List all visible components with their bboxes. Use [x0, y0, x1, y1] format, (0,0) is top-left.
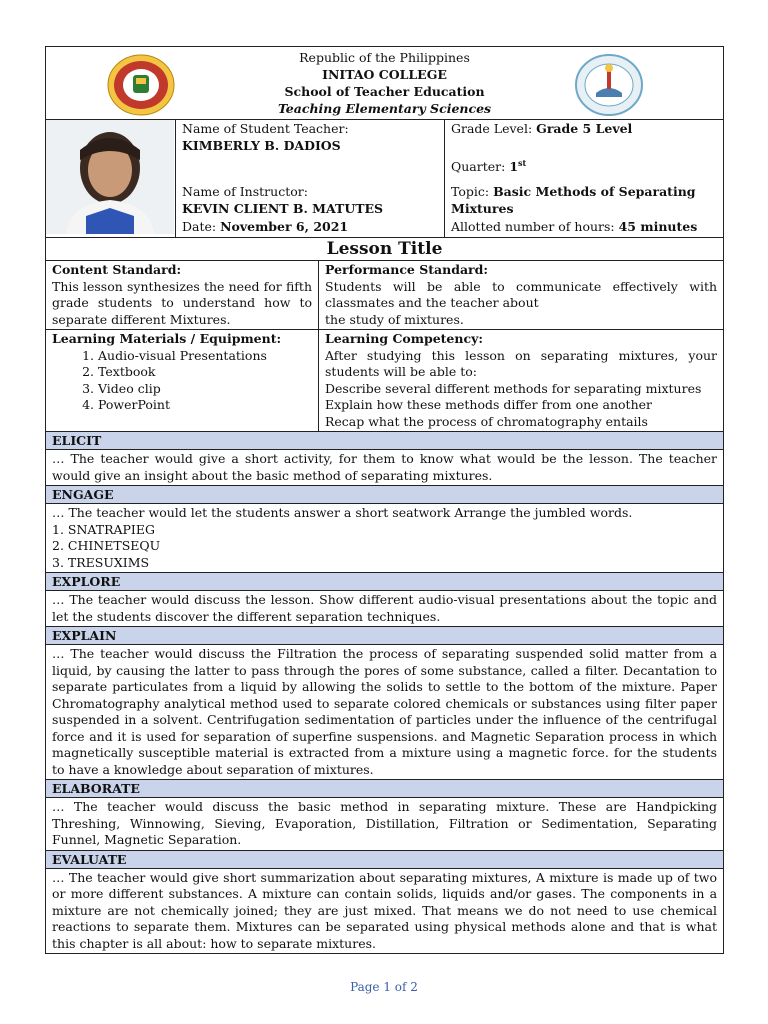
student-name: KIMBERLY B. DADIOS [182, 137, 341, 153]
student-label: Name of Student Teacher: [182, 121, 349, 136]
hours-value: 45 minutes [618, 219, 698, 235]
explore-heading: EXPLORE [46, 573, 724, 591]
engage-heading: ENGAGE [46, 486, 724, 504]
header-cell [46, 47, 724, 120]
elaborate-heading: ELABORATE [46, 780, 724, 798]
topic-cell [445, 176, 724, 218]
content-standard-label: Content Standard: [52, 262, 182, 278]
competency-line: Describe several different methods for separating mixtures [325, 380, 702, 396]
topic-label: Topic: [451, 184, 494, 200]
evaluate-text: … The teacher would give short summarization about separating mixtures, A mixture is made up of two or more different substances. A mixture can contain solids, liquids and/or gases. The components in a mixture are not chemically joined; they are just mixed. That means we do not need to use chemical reactions to separate them. Mixtures can be separated using physical methods alone and that is what this chapter is all about: how to separate mixtures. [46, 868, 724, 954]
elicit-text: … The teacher would give a short activity, for them to know what would be the lesson. The teacher would give an insight about the basic method of separating mixtures. [46, 450, 724, 486]
jumbled-word: 1. SNATRAPIEG [52, 521, 155, 537]
performance-standard-label: Performance Standard: [325, 262, 489, 278]
student-teacher-cell [176, 120, 445, 177]
college-name: INITAO COLLEGE [322, 67, 447, 82]
content-standard-text: This lesson synthesizes the need for fifth grade students to understand how to separate different Mixtures. [52, 278, 312, 327]
hours-label: Allotted number of hours: [451, 219, 619, 235]
materials-list [52, 348, 312, 414]
quarter-sup: st [518, 157, 527, 168]
teacher-photo [46, 120, 174, 234]
competency-line: Explain how these methods differ from one another [325, 397, 652, 413]
performance-standard-line1: Students will be able to communicate effectively with classmates and the teacher about [325, 278, 718, 311]
instructor-cell [176, 176, 445, 218]
republic-text: Republic of the Philippines [299, 50, 470, 65]
content-standard-cell [46, 261, 319, 330]
date-cell [176, 218, 445, 237]
instructor-label: Name of Instructor: [182, 184, 308, 200]
school-name: School of Teacher Education [284, 84, 485, 99]
competency-line: Recap what the process of chromatography entails [325, 413, 648, 429]
materials-item: 1. Audio-visual Presentations [98, 348, 312, 365]
performance-standard-cell [319, 261, 724, 330]
elicit-heading: ELICIT [46, 432, 724, 450]
explore-text: … The teacher would discuss the lesson. Show different audio-visual presentations about the topic and let the students discover the different separation techniques. [46, 591, 724, 627]
competency-cell [319, 330, 724, 432]
competency-intro: After studying this lesson on separating mixtures, your students will be able to: [325, 347, 718, 380]
date-label: Date: [182, 219, 221, 235]
grade-cell [445, 120, 724, 177]
lesson-title: Lesson Title [46, 237, 724, 261]
materials-cell [46, 330, 319, 432]
materials-item: 3. Video clip [98, 381, 312, 398]
jumbled-word: 3. TRESUXIMS [52, 554, 150, 570]
course-name: Teaching Elementary Sciences [277, 101, 492, 116]
instructor-name: KEVIN CLIENT B. MATUTES [182, 200, 384, 216]
lesson-plan-document [45, 46, 723, 954]
quarter-label: Quarter: [451, 158, 510, 174]
teacher-education-logo [574, 53, 644, 117]
explain-heading: EXPLAIN [46, 627, 724, 645]
materials-item: 2. Textbook [98, 364, 312, 381]
materials-label: Learning Materials / Equipment: [52, 331, 282, 347]
teacher-photo-cell [46, 120, 176, 238]
competency-label: Learning Competency: [325, 331, 483, 347]
evaluate-heading: EVALUATE [46, 850, 724, 868]
elaborate-text: … The teacher would discuss the basic method in separating mixture. These are Handpicking Threshing, Winnowing, Sieving, Evaporation, Distillation, Filtration or Sedimentation, Separating Funnel, Magnetic Separation. [46, 798, 724, 851]
topic-value: Basic Methods of Separating Mixtures [451, 184, 696, 216]
materials-item: 4. PowerPoint [98, 397, 312, 414]
initao-college-logo [106, 53, 176, 117]
page-number: Page 1 of 2 [350, 980, 418, 994]
quarter-value: 1 [509, 158, 519, 174]
explain-text: … The teacher would discuss the Filtration the process of separating suspended solid matter from a liquid, by causing the latter to pass through the pores of some substance, called a filter. Decantation to separate particulates from a liquid by allowing the solids to settle to the bottom of the mixture. Paper Chromatography analytical method used to separate colored chemicals or substances using filter paper suspended in a solvent. Centrifugation sedimentation of particles under the influence of the centrifugal force and it is used for separation of superfine suspensions. and Magnetic Separation process in which magnetically susceptible material is extracted from a mixture using a magnetic force. for the students to have a knowledge about separation of mixtures. [46, 645, 724, 780]
engage-cell [46, 504, 724, 573]
performance-standard-line2: the study of mixtures. [325, 311, 464, 327]
hours-cell [445, 218, 724, 237]
grade-value: Grade 5 Level [536, 121, 633, 136]
engage-text: … The teacher would let the students answer a short seatwork Arrange the jumbled words. [52, 505, 633, 521]
date-value: November 6, 2021 [220, 219, 349, 235]
grade-label: Grade Level: [451, 121, 537, 136]
jumbled-word: 2. CHINETSEQU [52, 538, 161, 554]
